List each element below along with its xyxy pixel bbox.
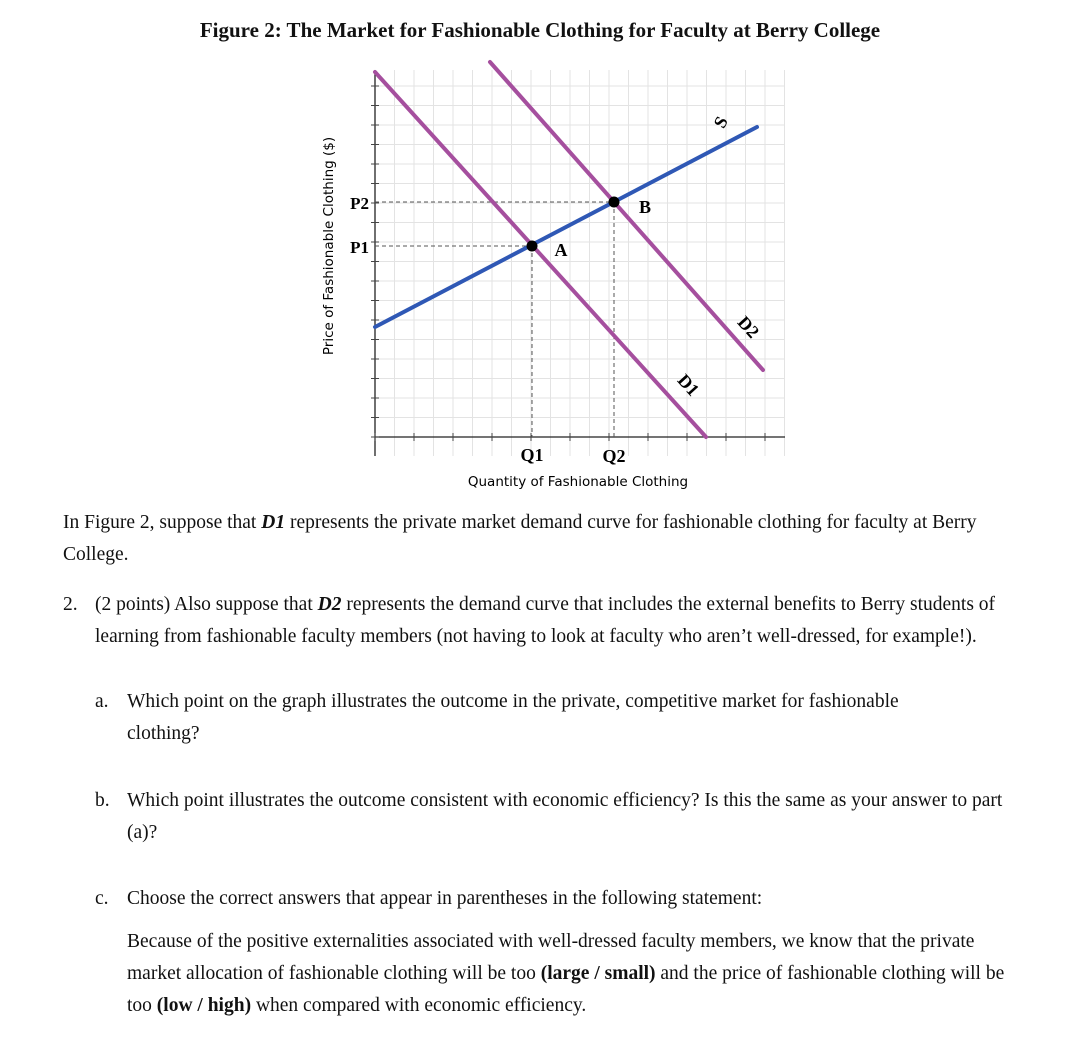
part-a-text: Which point on the graph illustrates the outcome in the private, competitive market for fashionable clothing? (127, 691, 899, 744)
part-b-text: Which point illustrates the outcome consistent with economic efficiency? Is this the same as your answer to part (a)? (127, 790, 1003, 843)
part-a-letter: a. (95, 691, 109, 712)
intro-paragraph (63, 507, 1023, 571)
statement-part-2: and the price of fashionable clothing will be too (127, 963, 1005, 1016)
demand-curve-d1 (375, 72, 706, 437)
choice-large-small: (large / small) (540, 963, 656, 984)
statement-part-1: Because of the positive externalities associated with well-dressed faculty members, we know that the private market allocation of fashionable clothing will be too (127, 931, 975, 984)
quantity-label-q2: Q2 (602, 446, 626, 466)
point-label-b: B (638, 197, 652, 217)
quantity-label-q1: Q1 (520, 445, 544, 465)
point-b-marker (609, 197, 620, 208)
part-c-statement (127, 926, 1027, 1022)
question-2-text (95, 589, 1030, 653)
intro-d1-emphasis: D1 (261, 512, 286, 533)
question-d2-emphasis: D2 (317, 594, 342, 615)
supply-demand-graph (0, 0, 1080, 500)
figure-title: Figure 2: The Market for Fashionable Clothing for Faculty at Berry College (199, 18, 881, 42)
price-label-p2: P2 (350, 194, 369, 213)
part-b-letter: b. (95, 790, 110, 811)
question-text-start: (2 points) Also suppose that (95, 594, 318, 615)
choice-low-high: (low / high) (156, 995, 252, 1016)
point-a-marker (527, 241, 538, 252)
question-number: 2. (63, 594, 78, 615)
supply-curve-label: S (709, 113, 732, 132)
d1-curve-label: D1 (673, 370, 704, 400)
axis-ticks (371, 86, 765, 441)
intro-text-end: represents the private market demand curve for fashionable clothing for faculty at Berry College. (63, 512, 977, 565)
part-c-letter: c. (95, 888, 109, 909)
statement-part-3: when compared with economic efficiency. (251, 995, 587, 1016)
d2-curve-label: D2 (733, 312, 764, 342)
question-text-end: represents the demand curve that includes the external benefits to Berry students of learning from fashionable faculty members (not having to look at faculty who aren’t well-dressed, for example!). (95, 594, 996, 647)
price-label-p1: P1 (350, 238, 369, 257)
intro-text-start: In Figure 2, suppose that (63, 512, 262, 533)
x-axis-label: Quantity of Fashionable Clothing (467, 474, 689, 490)
y-axis-label: Price of Fashionable Clothing ($) (321, 136, 337, 356)
part-c-prompt: Choose the correct answers that appear in parentheses in the following statement: (127, 888, 763, 909)
point-label-a: A (554, 240, 568, 260)
